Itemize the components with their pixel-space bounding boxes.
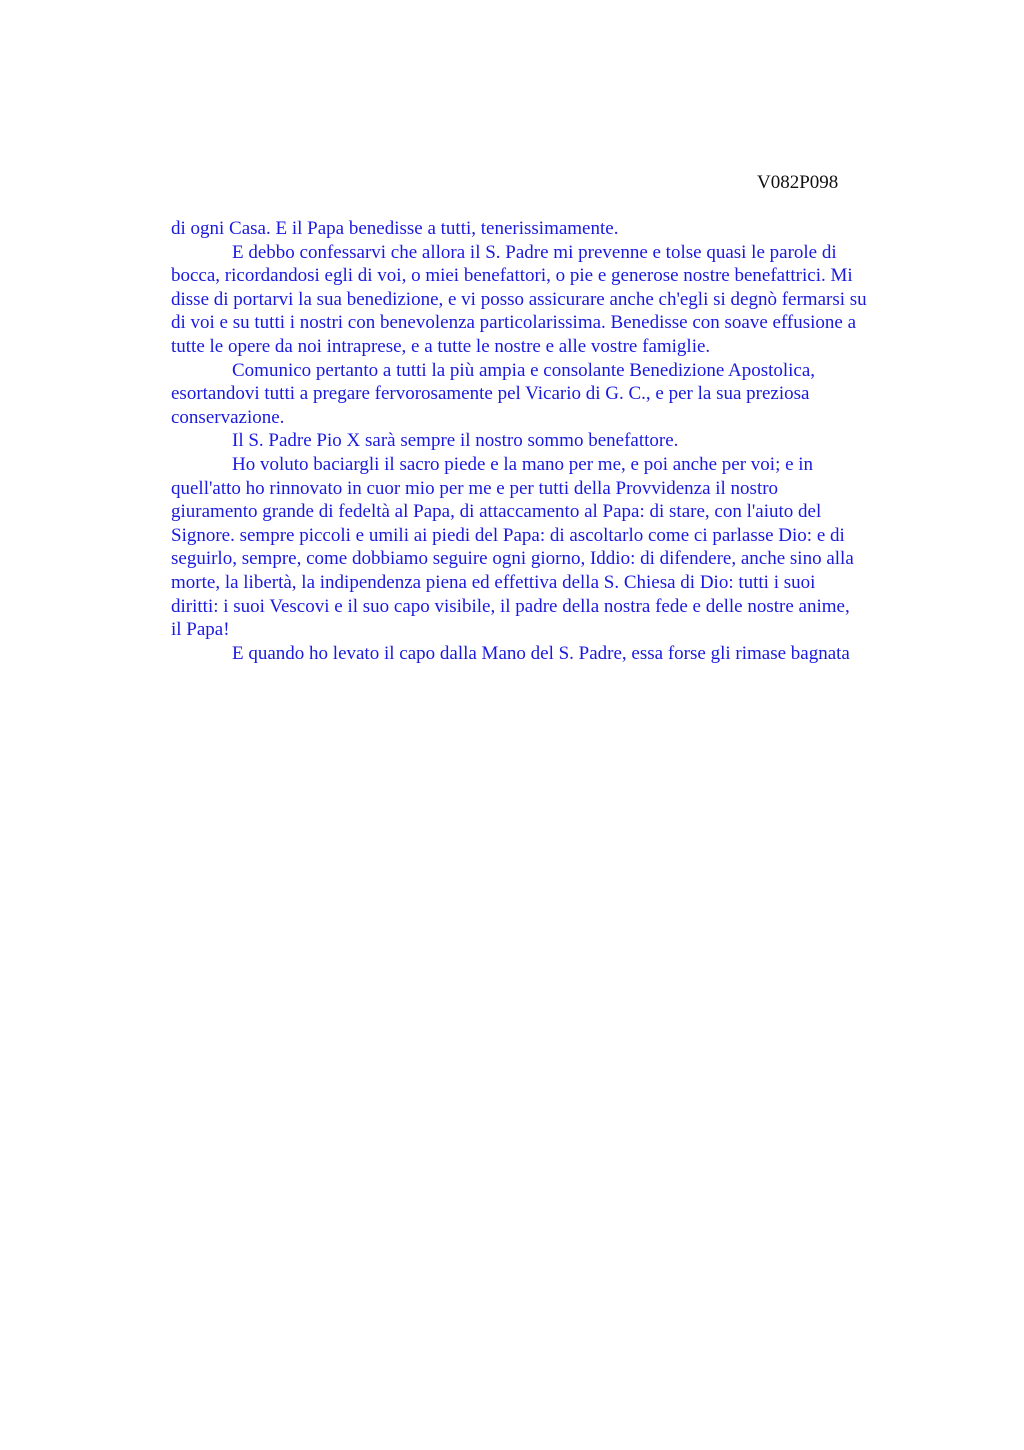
page-id-header: V082P098 (757, 172, 839, 193)
text-line: Il S. Padre Pio X sarà sempre il nostro sommo benefattore. (232, 430, 679, 452)
text-line: morte, la libertà, la indipendenza piena ed effettiva della S. Chiesa di Dio: tutti i suoi (171, 571, 816, 593)
text-line: disse di portarvi la sua benedizione, e vi posso assicurare anche ch'egli si degnò fermarsi su (171, 288, 867, 310)
text-line: Comunico pertanto a tutti la più ampia e consolante Benedizione Apostolica, (232, 359, 816, 381)
text-line: seguirlo, sempre, come dobbiamo seguire ogni giorno, Iddio: di difendere, anche sino alla (171, 548, 854, 570)
text-line: bocca, ricordandosi egli di voi, o miei benefattori, o pie e generose nostre benefattrici. Mi (171, 265, 853, 287)
text-line: diritti: i suoi Vescovi e il suo capo visibile, il padre della nostra fede e delle nostre anime, (171, 595, 850, 617)
text-line: tutte le opere da noi intraprese, e a tutte le nostre e alle vostre famiglie. (171, 335, 711, 357)
text-line: il Papa! (171, 619, 230, 641)
text-line: Ho voluto baciargli il sacro piede e la mano per me, e poi anche per voi; e in (232, 453, 814, 475)
document-body (171, 217, 936, 665)
text-line: giuramento grande di fedeltà al Papa, di attaccamento al Papa: di stare, con l'aiuto del (171, 501, 822, 523)
text-line: conservazione. (171, 406, 285, 428)
text-line: esortandovi tutti a pregare fervorosamente pel Vicario di G. C., e per la sua preziosa (171, 383, 810, 405)
text-line: quell'atto ho rinnovato in cuor mio per me e per tutti della Provvidenza il nostro (171, 477, 779, 499)
text-line: Signore. sempre piccoli e umili ai piedi del Papa: di ascoltarlo come ci parlasse Dio: e di (171, 524, 845, 546)
text-line: E quando ho levato il capo dalla Mano del S. Padre, essa forse gli rimase bagnata (232, 642, 850, 664)
text-line: di ogni Casa. E il Papa benedisse a tutti, tenerissimamente. (171, 218, 619, 239)
text-line: E debbo confessarvi che allora il S. Padre mi prevenne e tolse quasi le parole di (232, 241, 837, 263)
text-line: di voi e su tutti i nostri con benevolenza particolarissima. Benedisse con soave effusione a (171, 312, 857, 334)
